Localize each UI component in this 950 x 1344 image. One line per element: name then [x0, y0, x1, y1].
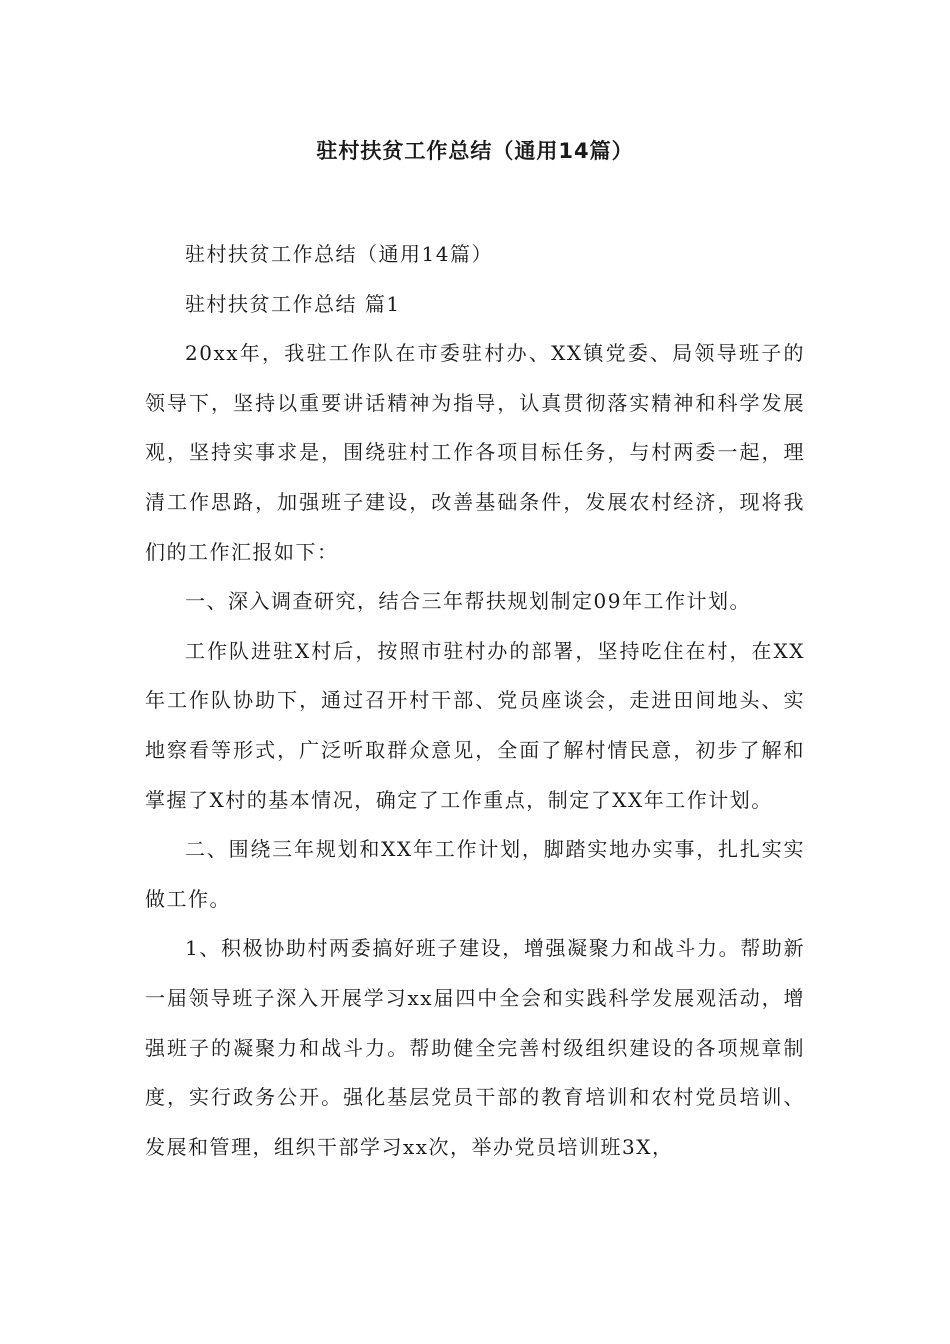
- paragraph-intro: 20xx年，我驻工作队在市委驻村办、XX镇党委、局领导班子的领导下，坚持以重要讲话精神为指导，认真贯彻落实精神和科学发展观，坚持实事求是，围绕驻村工作各项目标任务，与村两委一起，理清工作思路，加强班子建设，改善基础条件，发展农村经济，现将我们的工作汇报如下：: [145, 341, 805, 564]
- paragraph-section-heading: 驻村扶贫工作总结 篇1: [185, 291, 401, 316]
- paragraph-subtitle: 驻村扶贫工作总结（通用14篇）: [185, 242, 493, 266]
- paragraph-investigation: 工作队进驻X村后，按照市驻村办的部署，坚持吃住在村，在XX年工作队协助下，通过召开村干部、党员座谈会，走进田间地头、实地察看等形式，广泛听取群众意见，全面了解村情民意，初步了解和掌握了X村的基本情况，确定了工作重点，制定了XX年工作计划。: [145, 638, 805, 812]
- document-body: [145, 230, 805, 1172]
- document-title: 驻村扶贫工作总结（通用14篇）: [316, 139, 634, 163]
- paragraph-heading-two: 二、围绕三年规划和XX年工作计划，脚踏实地办实事，扎扎实实做工作。: [145, 837, 805, 911]
- paragraph-heading-one: 一、深入调查研究，结合三年帮扶规划制定09年工作计划。: [185, 589, 751, 614]
- paragraph-team-building: 1、积极协助村两委搞好班子建设，增强凝聚力和战斗力。帮助新一届领导班子深入开展学习xx届四中全会和实践科学发展观活动，增强班子的凝聚力和战斗力。帮助健全完善村级组织建设的各项规章制度，实行政务公开。强化基层党员干部的教育培训和农村党员培训、发展和管理，组织干部学习xx次，举办党员培训班3X，: [145, 936, 805, 1159]
